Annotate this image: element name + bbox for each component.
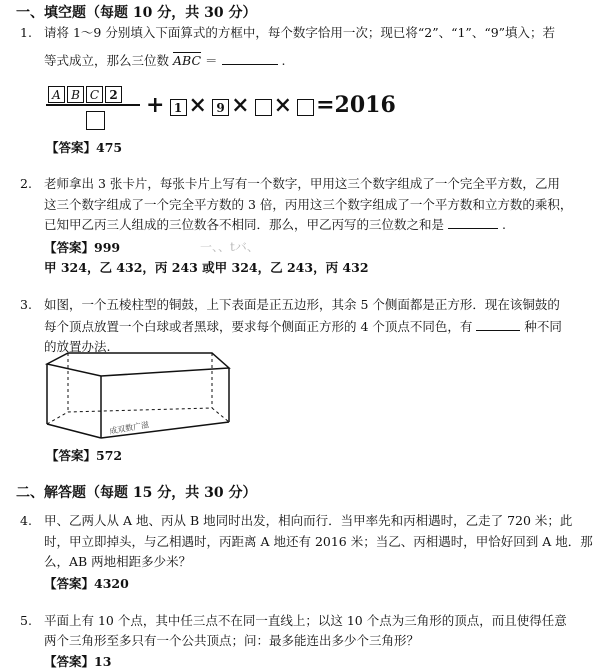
q3-prism-figure xyxy=(44,350,244,442)
q5-line1: 平面上有 10 个点，其中任三点不在同一直线上；以这 10 个点为三角形的顶点，而且使得任意 xyxy=(44,613,567,628)
section2-title: 二、解答题（每题 15 分，共 30 分） xyxy=(16,485,257,501)
q1-abc: $\overline{ABC}$ xyxy=(173,53,202,68)
q2-line1: 老师拿出 3 张卡片，每张卡片上写有一个数字，甲用这三个数字组成了一个完全平方数，乙用 xyxy=(44,176,560,191)
q1-plus: + xyxy=(146,92,165,118)
q3-line3: 的放置办法. xyxy=(44,339,111,354)
q1-equals: ＝ xyxy=(205,53,218,68)
q1-number: 1. xyxy=(20,25,32,40)
q3-number: 3. xyxy=(20,297,32,312)
q1-equation-rest xyxy=(146,92,396,118)
q2-line3 xyxy=(44,216,506,234)
q4-answer: 【答案】4320 xyxy=(44,576,129,591)
q2-answer-detail: 甲 324，乙 432，丙 243 或甲 324，乙 243，丙 432 xyxy=(44,260,369,275)
q1-line2 xyxy=(44,52,285,70)
q1-answer: 【答案】475 xyxy=(46,140,123,155)
q1-box-a: A xyxy=(48,86,65,103)
q3-line2-end: 种不同 xyxy=(524,319,562,334)
q3-line2 xyxy=(44,318,562,336)
q1-times-1: × xyxy=(188,92,207,118)
q4-line3: 么，AB 两地相距多少米？ xyxy=(44,554,192,569)
q5-number: 5. xyxy=(20,613,32,628)
q1-fraction-numerator xyxy=(48,84,124,103)
q1-fraction-bar xyxy=(46,104,140,106)
q4-line2: 时，甲立即掉头，与乙相遇时，丙距离 A 地还有 2016 米；当乙、丙相遇时，甲恰好回到 A 地．那 xyxy=(44,534,593,549)
prism-top-face xyxy=(47,353,229,376)
q1-box-empty-1 xyxy=(255,99,272,116)
section1-title: 一、填空题（每题 10 分，共 30 分） xyxy=(16,5,257,21)
q5-line2: 两个三角形至多只有一个公共顶点；问：最多能连出多少个三角形？ xyxy=(44,633,420,648)
q5-answer: 【答案】13 xyxy=(44,654,112,669)
q2-line2: 这三个数字组成了一个完全平方数的 3 倍，丙用这三个数字组成了一个平方数和立方数的乘积， xyxy=(44,197,573,212)
q1-box-nine: 9 xyxy=(212,99,229,116)
q1-line1: 请将 1～9 分别填入下面算式的方框中，每个数字恰用一次；现已将“2”、“1”、“9”填入；若 xyxy=(44,25,556,40)
q2-answer: 【答案】999 xyxy=(44,240,121,255)
q3-line2-text: 每个顶点放置一个白球或者黑球，要求每个侧面正方形的 4 个顶点不同色，有 xyxy=(44,319,473,334)
q3-answer: 【答案】572 xyxy=(46,448,123,463)
q1-box-b: B xyxy=(67,86,84,103)
q1-times-2: × xyxy=(231,92,250,118)
q1-box-c: C xyxy=(86,86,103,103)
q3-watermark: 成双数广滋 xyxy=(108,420,150,436)
q1-times-3: × xyxy=(273,92,293,118)
q2-line3-text: 已知甲乙丙三人组成的三位数各不相同．那么，甲乙丙写的三位数之和是 xyxy=(44,217,445,232)
q1-box-one: 1 xyxy=(170,99,187,116)
q4-number: 4. xyxy=(20,513,32,528)
q1-period: . xyxy=(281,53,286,68)
q1-fraction-denominator xyxy=(86,110,107,130)
q3-answer-blank[interactable] xyxy=(476,330,520,331)
prism-bottom-left xyxy=(47,424,101,438)
q3-line1: 如图，一个五棱柱型的铜鼓，上下表面是正五边形，其余 5 个侧面都是正方形．现在该铜鼓的 xyxy=(44,297,560,312)
q2-faint-marks: 一、、tバ、 xyxy=(200,240,259,254)
q1-box-denominator xyxy=(86,111,105,130)
q2-period: . xyxy=(501,217,506,232)
q1-box-empty-2 xyxy=(297,99,314,116)
q1-answer-blank[interactable] xyxy=(222,64,278,65)
q1-result: =2016 xyxy=(316,92,396,118)
q4-line1: 甲、乙两人从 A 地、丙从 B 地同时出发，相向而行．当甲率先和丙相遇时，乙走了 720 米；此 xyxy=(44,513,573,528)
q1-box-two: 2 xyxy=(105,86,122,103)
q2-answer-blank[interactable] xyxy=(448,228,498,229)
q1-line2-text: 等式成立，那么三位数 xyxy=(44,53,170,68)
q2-number: 2. xyxy=(20,176,32,191)
